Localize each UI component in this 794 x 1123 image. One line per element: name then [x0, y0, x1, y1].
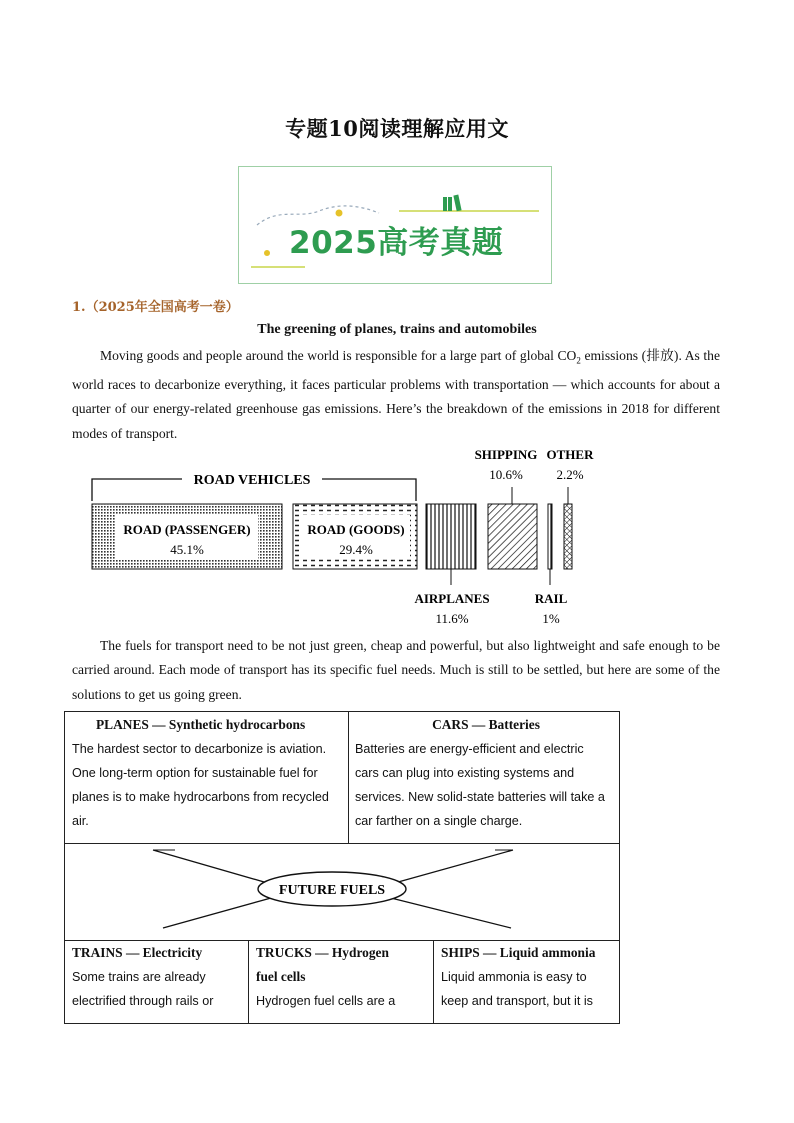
ships-cell — [441, 941, 617, 1013]
paragraph-1-part-a: Moving goods and people around the world is responsible for a large part of global CO — [100, 348, 577, 363]
value-shipping: 10.6% — [489, 467, 523, 482]
future-fuels-diagram — [65, 844, 619, 940]
planes-cell — [72, 713, 342, 833]
article-title: The greening of planes, trains and automobiles — [257, 322, 537, 337]
cars-line: services. New solid-state batteries will take a — [355, 790, 605, 804]
paragraph-1-part-b: emissions (排放). As the world races to decarbonize everything, it faces particular problems with transportation — which accounts for about a quarter of our energy-related greenhouse gas emissions. Here’s the breakdown of the emissions in 2018 for different modes of transport. — [72, 348, 720, 441]
fuels-table — [64, 711, 620, 1024]
value-rail: 1% — [542, 611, 560, 626]
planes-line: planes is to make hydrocarbons from recycled — [72, 790, 329, 804]
cars-cell — [355, 713, 617, 833]
bar-rail — [548, 504, 552, 569]
paragraph-2: The fuels for transport need to be not just green, cheap and powerful, but also lightweight and safe enough to be carried around. Each mode of transport has its specific fuel needs. Much is still to be settled, but here are some of the solutions to get us going green. — [72, 638, 720, 702]
paragraph-1 — [72, 344, 720, 446]
planes-heading: PLANES — Synthetic hydrocarbons — [96, 717, 306, 732]
cars-line: car farther on a single charge. — [355, 814, 523, 828]
value-road-goods: 29.4% — [339, 542, 373, 557]
value-airplanes: 11.6% — [435, 611, 469, 626]
trucks-heading-2: fuel cells — [256, 969, 306, 984]
ships-line: keep and transport, but it is — [441, 994, 593, 1008]
future-fuels-label: FUTURE FUELS — [278, 883, 386, 898]
banner-text: 2025高考真题 — [289, 225, 504, 261]
value-road-passenger: 45.1% — [170, 542, 204, 557]
road-vehicles-label: ROAD VEHICLES — [193, 473, 311, 488]
value-other: 2.2% — [556, 467, 584, 482]
planes-line: The hardest sector to decarbonize is aviation. — [72, 742, 327, 756]
trucks-line: Hydrogen fuel cells are a — [256, 994, 396, 1008]
ships-line: Liquid ammonia is easy to — [441, 970, 587, 984]
books-icon — [443, 195, 462, 212]
label-road-passenger: ROAD (PASSENGER) — [123, 522, 251, 537]
bar-airplanes — [426, 504, 476, 569]
emissions-chart — [86, 443, 606, 633]
trains-heading: TRAINS — Electricity — [72, 945, 203, 960]
bar-other — [564, 504, 572, 569]
label-other: OTHER — [546, 447, 594, 462]
question-label: 1.（2025年全国高考一卷） — [72, 300, 239, 315]
page-title: 专题10阅读理解应用文 — [285, 116, 509, 141]
trains-line: electrified through rails or — [72, 994, 214, 1008]
co2-subscript: 2 — [576, 355, 581, 366]
cars-line: Batteries are energy-efficient and electric — [355, 742, 584, 756]
label-rail: RAIL — [534, 591, 568, 606]
label-road-goods: ROAD (GOODS) — [307, 522, 405, 537]
table-divider — [348, 712, 349, 843]
trains-line: Some trains are already — [72, 970, 206, 984]
planes-line: One long-term option for sustainable fuel for — [72, 766, 318, 780]
cars-line: cars can plug into existing systems and — [355, 766, 575, 780]
cars-heading: CARS — Batteries — [432, 717, 540, 732]
bar-shipping — [488, 504, 537, 569]
table-divider — [433, 940, 434, 1024]
ships-heading: SHIPS — Liquid ammonia — [441, 945, 596, 960]
trucks-cell — [256, 941, 428, 1013]
label-airplanes: AIRPLANES — [414, 591, 490, 606]
trucks-heading: TRUCKS — Hydrogen — [256, 945, 389, 960]
planes-line: air. — [72, 814, 89, 828]
banner — [238, 166, 552, 284]
trains-cell — [72, 941, 244, 1013]
label-shipping: SHIPPING — [474, 447, 538, 462]
table-divider — [248, 940, 249, 1024]
